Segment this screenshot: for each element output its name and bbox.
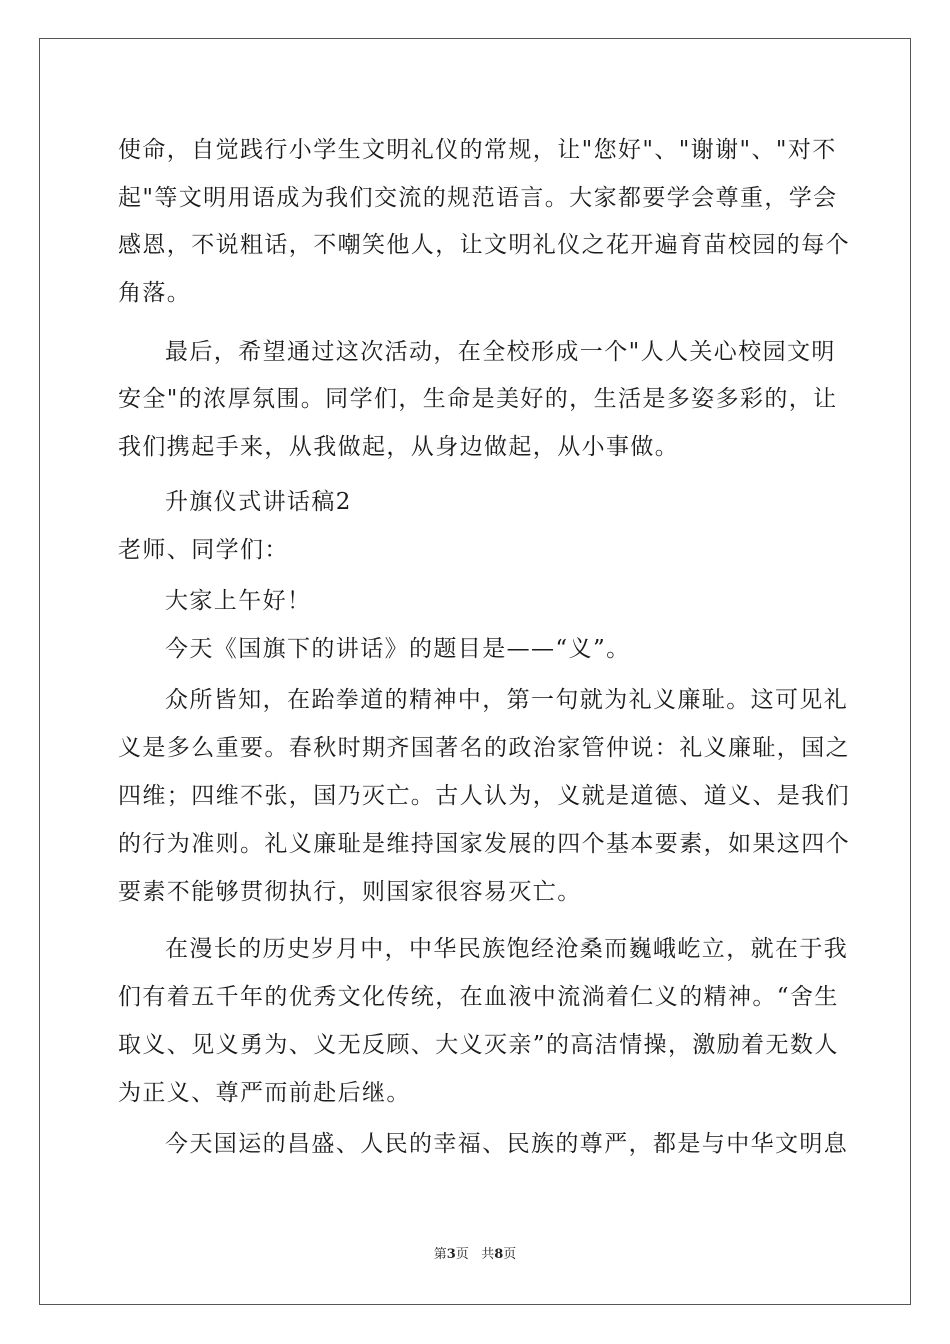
paragraph-line: 众所皆知，在跆拳道的精神中，第一句就为礼义廉耻。这可见礼 <box>165 687 849 713</box>
page-suffix: 页 <box>455 1247 469 1262</box>
paragraph-line: 安全"的浓厚氛围。同学们，生命是美好的，生活是多姿多彩的，让 <box>118 386 838 412</box>
paragraph-line: 四维；四维不张，国乃灭亡。古人认为，义就是道德、道义、是我们 <box>118 783 850 809</box>
page-border <box>39 38 911 1305</box>
paragraph-line: 要素不能够贯彻执行，则国家很容易灭亡。 <box>118 879 582 905</box>
total-pages: 8 <box>494 1247 504 1262</box>
paragraph-line: 今天《国旗下的讲话》的题目是——“义”。 <box>165 636 631 662</box>
paragraph-line: 为正义、尊严而前赴后继。 <box>118 1080 411 1106</box>
paragraph-line: 们有着五千年的优秀文化传统，在血液中流淌着仁义的精神。“舍生 <box>118 984 839 1010</box>
paragraph-line: 起"等文明用语成为我们交流的规范语言。大家都要学会尊重，学会 <box>118 185 838 211</box>
paragraph-line: 的行为准则。礼义廉耻是维持国家发展的四个基本要素，如果这四个 <box>118 831 850 857</box>
paragraph-line: 今天国运的昌盛、人民的幸福、民族的尊严，都是与中华文明息 <box>165 1131 849 1157</box>
paragraph-line: 义是多么重要。春秋时期齐国著名的政治家管仲说：礼义廉耻，国之 <box>118 735 850 761</box>
paragraph-line: 在漫长的历史岁月中，中华民族饱经沧桑而巍峨屹立，就在于我 <box>165 936 849 962</box>
page-number: 3 <box>446 1247 456 1262</box>
salutation: 老师、同学们： <box>118 537 289 563</box>
total-prefix: 共 <box>481 1247 495 1262</box>
paragraph-line: 我们携起手来，从我做起，从身边做起，从小事做。 <box>118 434 680 460</box>
paragraph-line: 取义、见义勇为、义无反顾、大义灭亲”的高洁情操，激励着无数人 <box>118 1032 839 1058</box>
section-heading: 升旗仪式讲话稿2 <box>165 489 352 515</box>
page-prefix: 第 <box>433 1247 447 1262</box>
paragraph-line: 使命，自觉践行小学生文明礼仪的常规，让"您好"、"谢谢"、"对不 <box>118 137 837 163</box>
page-footer <box>0 1246 950 1264</box>
paragraph-line: 最后，希望通过这次活动，在全校形成一个"人人关心校园文明 <box>165 339 836 365</box>
greeting: 大家上午好！ <box>165 588 312 614</box>
paragraph-line: 角落。 <box>118 280 192 306</box>
total-suffix: 页 <box>503 1247 517 1262</box>
paragraph-line: 感恩，不说粗话，不嘲笑他人，让文明礼仪之花开遍育苗校园的每个 <box>118 232 850 258</box>
